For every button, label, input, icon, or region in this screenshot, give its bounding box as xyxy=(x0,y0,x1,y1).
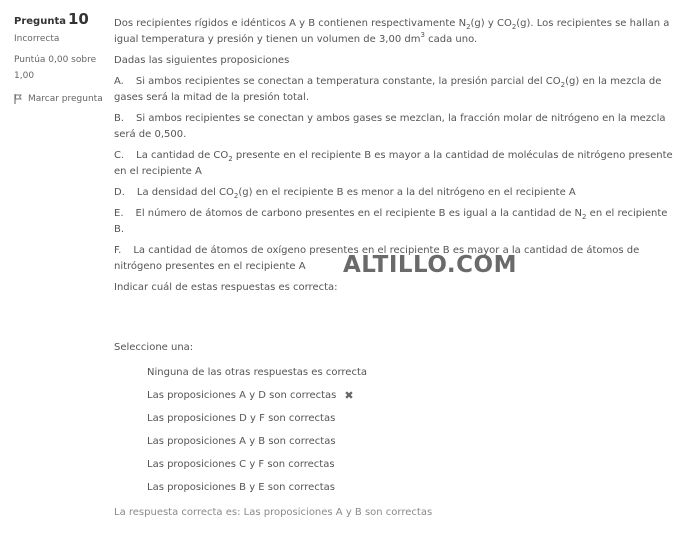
subscript: 2 xyxy=(233,192,239,200)
proposition-text: (g) en el recipiente B es menor a la del nitrógeno en el recipiente A xyxy=(238,187,576,198)
proposition-text: Si ambos recipientes se conectan a temperatura constante, la presión parcial del CO xyxy=(135,76,561,87)
question-number: 10 xyxy=(67,10,89,28)
option-label: Las proposiciones D y F son correctas xyxy=(147,412,336,424)
question-title xyxy=(14,10,104,28)
subscript: 2 xyxy=(511,23,517,31)
cross-icon: ✖ xyxy=(344,388,354,402)
proposition-c xyxy=(114,148,674,180)
proposition-b xyxy=(114,111,674,143)
propositions-intro: Dadas las siguientes proposiciones xyxy=(114,55,290,66)
question-grade: Puntúa 0,00 sobre 1,00 xyxy=(14,55,97,81)
proposition-text: La cantidad de átomos de oxígeno presentes en el recipiente B es mayor a la cantidad de átomos de nitrógeno presentes en el recipiente A xyxy=(114,245,640,272)
question-info xyxy=(14,10,104,104)
proposition-text: en el recipiente B. xyxy=(114,208,668,235)
statement-text: (g). Los recipientes se hallan a igual temperatura y presión y tienen un volumen de 3,00 dm xyxy=(114,18,670,45)
proposition-e xyxy=(114,206,674,238)
proposition-text: La densidad del CO xyxy=(136,187,234,198)
proposition-d xyxy=(114,185,674,201)
question-state: Incorrecta xyxy=(14,34,60,44)
answer-option[interactable] xyxy=(147,407,674,430)
flag-question-button[interactable] xyxy=(14,94,104,104)
proposition-text: presente en el recipiente B es mayor a la cantidad de moléculas de nitrógeno presente en el recipiente A xyxy=(114,150,673,177)
select-label: Seleccione una: xyxy=(114,342,194,353)
statement-text: cada uno. xyxy=(424,34,478,45)
answer-option[interactable] xyxy=(147,384,674,407)
answer-options xyxy=(147,361,674,499)
subscript: 2 xyxy=(560,81,566,89)
proposition-text: Si ambos recipientes se conectan y ambos gases se mezclan, la fracción molar de nitrógeno en la mezcla será de 0,500. xyxy=(114,113,666,140)
question-statement xyxy=(114,16,674,48)
option-label: Ninguna de las otras respuestas es correcta xyxy=(147,366,367,378)
flag-label: Marcar pregunta xyxy=(28,94,103,104)
proposition-letter: C. xyxy=(114,150,125,161)
proposition-text: El número de átomos de carbono presentes en el recipiente B es igual a la cantidad de N xyxy=(135,208,583,219)
superscript: 3 xyxy=(420,31,425,39)
statement-text: (g) y CO xyxy=(470,18,512,29)
answer-option[interactable] xyxy=(147,453,674,476)
option-label: Las proposiciones A y B son correctas xyxy=(147,435,336,447)
answer-option[interactable] xyxy=(147,476,674,499)
option-label: Las proposiciones B y E son correctas xyxy=(147,481,336,493)
statement-text: Dos recipientes rígidos e idénticos A y B contienen respectivamente N xyxy=(114,18,467,29)
subscript: 2 xyxy=(582,213,587,221)
subscript: 2 xyxy=(228,155,233,163)
proposition-letter: E. xyxy=(114,208,124,219)
proposition-text: La cantidad de CO xyxy=(136,150,229,161)
question-label: Pregunta xyxy=(14,16,66,27)
proposition-letter: B. xyxy=(114,113,125,124)
subscript: 2 xyxy=(466,23,471,31)
proposition-text: (g) en la mezcla de gases será la mitad de la presión total. xyxy=(114,76,662,103)
answer-option[interactable] xyxy=(147,361,674,384)
flag-icon xyxy=(14,94,22,104)
watermark-logo: ALTILLO.COM xyxy=(343,252,517,278)
question-prompt: Indicar cuál de estas respuestas es correcta: xyxy=(114,282,338,293)
option-label: Las proposiciones A y D son correctas xyxy=(147,389,337,401)
proposition-letter: F. xyxy=(114,245,122,256)
proposition-letter: A. xyxy=(114,76,124,87)
option-label: Las proposiciones C y F son correctas xyxy=(147,458,335,470)
correct-answer-feedback: La respuesta correcta es: Las proposiciones A y B son correctas xyxy=(114,507,433,518)
proposition-a xyxy=(114,74,674,106)
answer-option[interactable] xyxy=(147,430,674,453)
proposition-letter: D. xyxy=(114,187,125,198)
